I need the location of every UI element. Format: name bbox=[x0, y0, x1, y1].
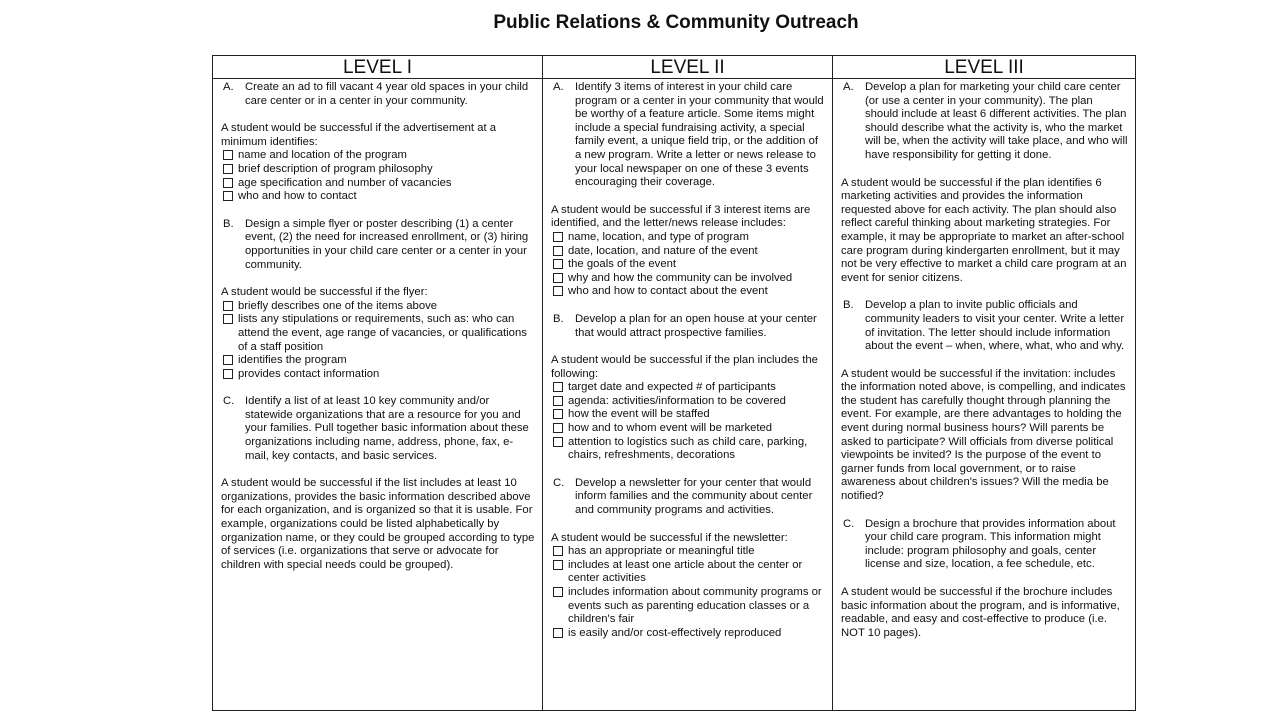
task-letter: C. bbox=[843, 517, 855, 530]
task-description: Identify a list of at least 10 key community and/or statewide organizations that are a resource for you and your families. Pull together basic information about these organizations including name, address, phone, fax, e-mail, key contacts, and basic services. bbox=[245, 395, 529, 462]
column-body bbox=[833, 79, 1135, 640]
checklist-item bbox=[223, 368, 536, 382]
task-item bbox=[551, 477, 826, 518]
checklist-item-label: who and how to contact bbox=[238, 190, 357, 203]
success-criteria: A student would be successful if the flyer: bbox=[221, 286, 428, 299]
level-3-column bbox=[832, 56, 1135, 710]
checkbox[interactable] bbox=[223, 178, 233, 188]
checkbox[interactable] bbox=[553, 273, 563, 283]
success-criteria: A student would be successful if the plan includes the following: bbox=[551, 354, 818, 380]
task-item bbox=[841, 81, 1129, 163]
checkbox[interactable] bbox=[553, 546, 563, 556]
task-letter: A. bbox=[843, 81, 854, 93]
checklist-item bbox=[553, 586, 826, 627]
checklist-item-label: brief description of program philosophy bbox=[238, 162, 433, 175]
success-criteria: A student would be successful if the list includes at least 10 organizations, provides the basic information described above for each organization, and is organized so that it is usable. For example, organizations could be listed alphabetically by organization name, or they could be grouped according to type of services (i.e. organizations that serve or advocate for children with special needs could be grouped). bbox=[221, 477, 535, 571]
checklist-item bbox=[223, 190, 536, 204]
criteria-checklist bbox=[551, 545, 826, 640]
checkbox[interactable] bbox=[223, 369, 233, 379]
checklist-item bbox=[553, 245, 826, 259]
checkbox[interactable] bbox=[553, 587, 563, 597]
checklist-item bbox=[553, 395, 826, 409]
checklist-item bbox=[553, 545, 826, 559]
task-description: Develop a newsletter for your center that would inform families and the community about center and community programs and activities. bbox=[575, 476, 813, 517]
checklist-item bbox=[553, 559, 826, 586]
checklist-item bbox=[553, 627, 826, 641]
checklist-item-label: identifies the program bbox=[238, 354, 347, 367]
task-item bbox=[221, 81, 536, 108]
task-description: Identify 3 items of interest in your child care program or a center in your community that would be worthy of a feature article. Some items might include a special fundraising activity, a special family event, a unique field trip, or the addition of a new program. Write a letter or news release to your local newspaper on one of these 3 events encouraging their coverage. bbox=[575, 81, 824, 189]
task-letter: B. bbox=[223, 217, 234, 230]
task-letter: C. bbox=[553, 476, 565, 489]
checklist-item bbox=[223, 300, 536, 314]
checklist-item bbox=[223, 149, 536, 163]
checkbox[interactable] bbox=[553, 396, 563, 406]
level-heading: LEVEL I bbox=[213, 56, 542, 79]
column-body bbox=[213, 79, 542, 572]
checkbox[interactable] bbox=[553, 409, 563, 419]
checklist-item-label: age specification and number of vacancies bbox=[238, 176, 452, 189]
checkbox[interactable] bbox=[553, 259, 563, 269]
success-criteria: A student would be successful if the invitation: includes the information noted above, is compelling, and indicates the student has carefully thought through planning the event. For example, are there advantages to holding the event during normal business hours? Will parents be asked to participate? Will officials from diverse political viewpoints be invited? Is the purpose of the event to garner funds from local government, or to raise awareness about children's issues? Will the media be notified? bbox=[841, 367, 1126, 503]
checkbox[interactable] bbox=[553, 437, 563, 447]
checklist-item-label: includes information about community programs or events such as parenting education classes or a children's fair bbox=[568, 586, 822, 626]
checklist-item-label: provides contact information bbox=[238, 367, 380, 380]
task-letter: B. bbox=[553, 312, 564, 325]
checklist-item-label: has an appropriate or meaningful title bbox=[568, 545, 755, 558]
checkbox[interactable] bbox=[223, 150, 233, 160]
checkbox[interactable] bbox=[223, 164, 233, 174]
checklist-item bbox=[223, 177, 536, 191]
criteria-checklist bbox=[551, 231, 826, 299]
checklist-item-label: name, location, and type of program bbox=[568, 230, 749, 243]
task-item bbox=[551, 313, 826, 340]
checklist-item-label: lists any stipulations or requirements, such as: who can attend the event, age range of vacancies, or qualifications of a staff position bbox=[238, 313, 527, 353]
task-description: Develop a plan for marketing your child care center (or use a center in your community). The plan should include at least 6 different activities. The plan should describe what the activity is, who the market will be, when the activity will take place, and who will have responsibility for getting it done. bbox=[865, 81, 1128, 161]
checkbox[interactable] bbox=[553, 232, 563, 242]
checkbox[interactable] bbox=[553, 286, 563, 296]
checklist-item bbox=[553, 258, 826, 272]
checklist-item-label: the goals of the event bbox=[568, 258, 677, 271]
checklist-item-label: how and to whom event will be marketed bbox=[568, 422, 773, 435]
checklist-item-label: is easily and/or cost-effectively reproduced bbox=[568, 626, 782, 639]
checklist-item-label: target date and expected # of participants bbox=[568, 381, 776, 394]
criteria-checklist bbox=[221, 300, 536, 382]
checkbox[interactable] bbox=[553, 423, 563, 433]
task-item bbox=[221, 395, 536, 463]
checklist-item bbox=[553, 422, 826, 436]
checklist-item bbox=[553, 436, 826, 463]
task-item bbox=[221, 218, 536, 272]
checkbox[interactable] bbox=[223, 191, 233, 201]
checkbox[interactable] bbox=[223, 314, 233, 324]
checklist-item-label: agenda: activities/information to be covered bbox=[568, 394, 786, 407]
checklist-item-label: why and how the community can be involved bbox=[568, 271, 793, 284]
column-body bbox=[543, 79, 832, 640]
task-description: Develop a plan for an open house at your center that would attract prospective families. bbox=[575, 312, 817, 339]
page-title: Public Relations & Community Outreach bbox=[493, 12, 859, 33]
checklist-item bbox=[553, 408, 826, 422]
checklist-item-label: includes at least one article about the center or center activities bbox=[568, 558, 803, 585]
checkbox[interactable] bbox=[553, 382, 563, 392]
checkbox[interactable] bbox=[553, 560, 563, 570]
level-heading: LEVEL II bbox=[543, 56, 832, 79]
checklist-item-label: attention to logistics such as child care, parking, chairs, refreshments, decorations bbox=[568, 435, 808, 462]
checklist-item-label: date, location, and nature of the event bbox=[568, 244, 758, 257]
task-description: Develop a plan to invite public officials and community leaders to visit your center. Write a letter of invitation. The letter should include information about the event – when, where, what, who and why. bbox=[865, 299, 1125, 353]
rubric-table bbox=[212, 55, 1136, 711]
checkbox[interactable] bbox=[553, 628, 563, 638]
level-2-column bbox=[542, 56, 832, 710]
task-letter: B. bbox=[843, 299, 854, 312]
checklist-item bbox=[223, 313, 536, 354]
task-item bbox=[551, 81, 826, 190]
task-item bbox=[841, 299, 1129, 353]
task-letter: C. bbox=[223, 395, 235, 408]
checklist-item bbox=[553, 381, 826, 395]
checklist-item-label: how the event will be staffed bbox=[568, 408, 710, 421]
criteria-checklist bbox=[551, 381, 826, 463]
checklist-item bbox=[553, 285, 826, 299]
success-criteria: A student would be successful if 3 interest items are identified, and the letter/news release includes: bbox=[551, 203, 811, 230]
level-1-column bbox=[213, 56, 542, 710]
criteria-checklist bbox=[221, 149, 536, 203]
checklist-item-label: briefly describes one of the items above bbox=[238, 299, 438, 312]
checkbox[interactable] bbox=[553, 246, 563, 256]
success-criteria: A student would be successful if the advertisement at a minimum identifies: bbox=[221, 122, 497, 148]
task-description: Create an ad to fill vacant 4 year old spaces in your child care center or in a center in your community. bbox=[245, 81, 529, 107]
task-letter: A. bbox=[223, 81, 234, 93]
checklist-item bbox=[553, 231, 826, 245]
success-criteria: A student would be successful if the newsletter: bbox=[551, 531, 788, 544]
checklist-item bbox=[223, 163, 536, 177]
task-description: Design a brochure that provides information about your child care program. This information might include: program philosophy and goals, center license and size, location, a fee schedule, etc. bbox=[865, 517, 1116, 571]
level-heading: LEVEL III bbox=[833, 56, 1135, 79]
checklist-item bbox=[553, 272, 826, 286]
checklist-item bbox=[223, 354, 536, 368]
task-description: Design a simple flyer or poster describing (1) a center event, (2) the need for increased enrollment, or (3) hiring opportunities in your child care center or a center in your community. bbox=[245, 217, 529, 271]
success-criteria: A student would be successful if the plan identifies 6 marketing activities and provides the information requested above for each activity. The plan should also reflect careful thinking about marketing strategies. For example, it may be appropriate to market an after-school care program during kindergarten enrollment, but it may not be very effective to market a child care program at an event for senior citizens. bbox=[841, 176, 1127, 284]
checkbox[interactable] bbox=[223, 355, 233, 365]
task-letter: A. bbox=[553, 81, 564, 93]
checklist-item-label: name and location of the program bbox=[238, 149, 407, 162]
checklist-item-label: who and how to contact about the event bbox=[568, 285, 768, 298]
checkbox[interactable] bbox=[223, 301, 233, 311]
task-item bbox=[841, 518, 1129, 572]
success-criteria: A student would be successful if the brochure includes basic information about the program, and is informative, readable, and easy and cost-effective to produce (i.e. NOT 10 pages). bbox=[841, 586, 1120, 639]
